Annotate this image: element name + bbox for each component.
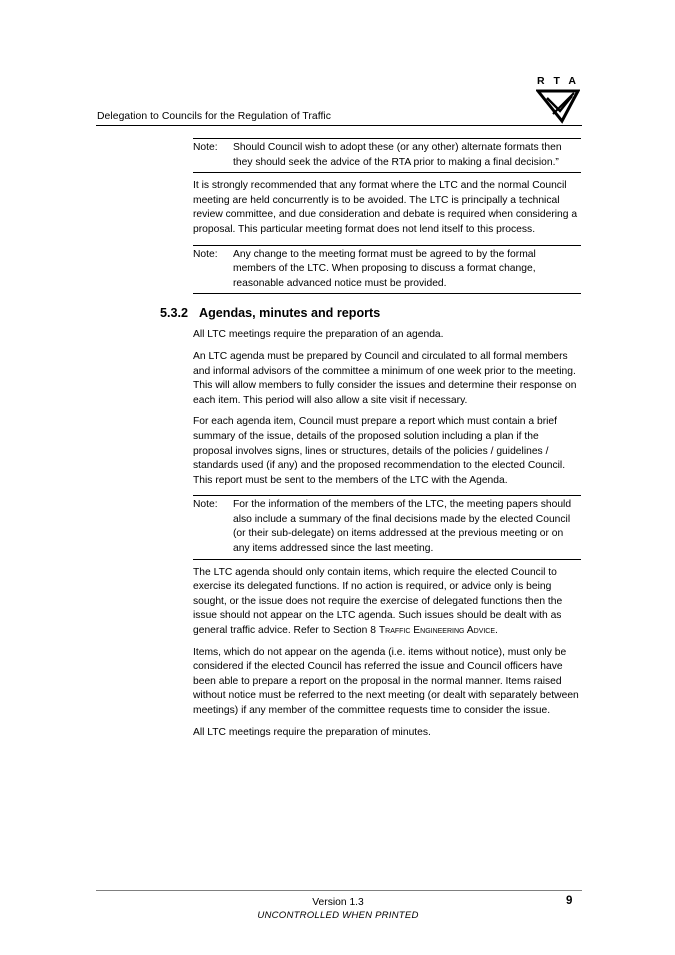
note-label: Note: (193, 142, 218, 153)
paragraph: All LTC meetings require the preparation of minutes. (193, 726, 431, 738)
header-title: Delegation to Councils for the Regulation of Traffic (97, 111, 332, 122)
footer-rule (96, 890, 582, 891)
section-heading (160, 305, 548, 321)
note-text: Any change to the meeting format must be agreed to by the formal members of the LTC. When proposing to discuss a format change, reasonable advanced notice must be provided. (233, 248, 536, 289)
note-text: Should Council wish to adopt these (or any other) alternate formats then they should seek the advice of the RTA prior to making a final decision.” (233, 142, 562, 168)
section-number: 5.3.2 (160, 306, 189, 321)
paragraph: An LTC agenda must be prepared by Council and circulated to all formal members and informal advisors of the committee a minimum of one week prior to the meeting. This will allow members to fully consider the issues and determine their response on each item. This period will also allow a site visit if necessary. (193, 350, 577, 406)
page-content (160, 138, 581, 747)
note-block (193, 495, 581, 559)
paragraph (193, 566, 581, 639)
paragraph-text: The LTC agenda should only contain items, which require the elected Council to exercise its delegated functions. If no action is required, or advice only is being sought, or the issue does not require the exercise of delegated functions then the issue should not appear on the LTC agenda. Such issues should be dealt with as general traffic advice. Refer to Section 8 (193, 566, 563, 637)
paragraph: For each agenda item, Council must prepare a report which must contain a brief summary of the issue, details of the proposed solution including a plan if the proposal involves signs, lines or structures, details of the policies / guidelines / standards used (if any) and the proposed recommendation to the elected Council. This report must be sent to the members of the LTC with the Agenda. (193, 416, 566, 486)
page-number: 9 (566, 895, 573, 907)
paragraph: It is strongly recommended that any format where the LTC and the normal Council meeting are held concurrently is to be avoided. The LTC is principally a technical review committee, and due consideration and debate is required when considering a proposal. This particular meeting format does not lend itself to this process. (193, 180, 578, 235)
note-label: Note: (193, 499, 218, 511)
footer-version: Version 1.3 (312, 897, 364, 908)
paragraph: All LTC meetings require the preparation of an agenda. (193, 329, 444, 341)
paragraph: Items, which do not appear on the agenda (i.e. items without notice), must only be considered if the elected Council has referred the issue and Council officers have been able to prepare a report on the proposal in the normal manner. Items raised without notice must be referred to the next meeting (or dealt with separately between meetings) if any member of the committee requests time to consider the issue. (193, 646, 579, 716)
logo-text: R T A (536, 75, 580, 87)
header-rule (96, 125, 582, 126)
note-label: Note: (193, 248, 218, 260)
note-text: For the information of the members of the LTC, the meeting papers should also include a summary of the final decisions made by the elected Council (or their sub-delegate) on items addressed at the previous meeting or on any items addressed since the last meeting. (233, 499, 572, 555)
rta-logo (536, 75, 580, 125)
section-title: Agendas, minutes and reports (199, 306, 381, 321)
note-block (193, 138, 581, 173)
note-block (193, 245, 581, 295)
section-reference: Traffic Engineering Advice. (378, 625, 498, 637)
footer-uncontrolled: UNCONTROLLED WHEN PRINTED (257, 910, 419, 921)
rta-chevron-icon (536, 88, 580, 124)
